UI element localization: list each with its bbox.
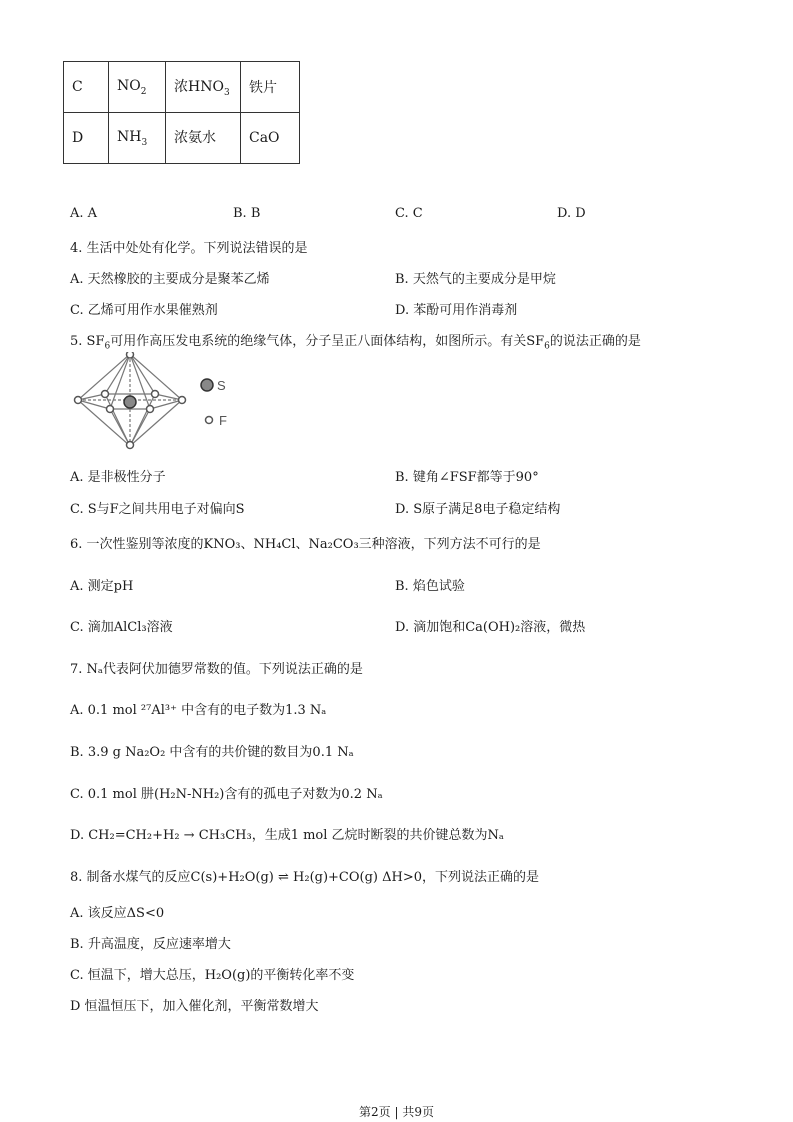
reagent-cell: 浓氨水 [166, 113, 241, 164]
q4-stem: 4. 生活中处处有化学。下列说法错误的是 [70, 241, 308, 256]
row-label: C [64, 62, 109, 113]
q5-option-a: A. 是非极性分子 [70, 470, 166, 485]
q7-option-c: C. 0.1 mol 肼(H₂N-NH₂)含有的孤电子对数为0.2 Nₐ [70, 787, 383, 802]
legend-f-label: F [219, 413, 227, 428]
q6-option-a: A. 测定pH [70, 579, 134, 594]
q8-option-d: D 恒温恒压下，加入催化剂，平衡常数增大 [70, 999, 319, 1014]
q6-stem: 6. 一次性鉴别等浓度的KNO₃、NH₄Cl、Na₂CO₃三种溶液，下列方法不可行的是 [70, 537, 541, 552]
q3-option-c: C. C [395, 206, 423, 221]
reagent-cell: 浓$HNO_3$ [166, 62, 241, 113]
reagent-table [63, 61, 300, 164]
sulfur-legend-icon [201, 379, 213, 391]
q4-option-d: D. 苯酚可用作消毒剂 [395, 303, 518, 318]
q5-option-d: D. S原子满足8电子稳定结构 [395, 502, 561, 517]
sf6-octahedron-figure [70, 352, 240, 452]
q4-option-c: C. 乙烯可用作水果催熟剂 [70, 303, 218, 318]
q6-option-b: B. 焰色试验 [395, 579, 465, 594]
q8-option-b: B. 升高温度，反应速率增大 [70, 937, 231, 952]
q3-option-a: A. A [70, 206, 98, 221]
q6-option-d: D. 滴加饱和Ca(OH)₂溶液，微热 [395, 620, 586, 635]
q5-stem: 5. $SF_6$可用作高压发电系统的绝缘气体，分子呈正八面体结构，如图所示。有关$SF_6$的说法正确的是 [70, 334, 641, 352]
q7-option-a: A. 0.1 mol ²⁷Al³⁺ 中含有的电子数为1.3 Nₐ [70, 703, 327, 718]
sulfur-atom [124, 396, 136, 408]
q7-stem: 7. Nₐ代表阿伏加德罗常数的值。下列说法正确的是 [70, 662, 363, 677]
q3-option-d: D. D [557, 206, 586, 221]
page-footer: 第2页 | 共9页 [359, 1105, 434, 1119]
q4-option-b: B. 天然气的主要成分是甲烷 [395, 272, 556, 287]
legend-s-label: S [217, 378, 226, 393]
table-row [64, 113, 300, 164]
table-row [64, 62, 300, 113]
q8-option-a: A. 该反应ΔS<0 [70, 906, 165, 921]
q4-option-a: A. 天然橡胶的主要成分是聚苯乙烯 [70, 272, 270, 287]
q8-option-c: C. 恒温下，增大总压，H₂O(g)的平衡转化率不变 [70, 968, 355, 983]
q8-stem: 8. 制备水煤气的反应C(s)+H₂O(g) ⇌ H₂(g)+CO(g) ΔH>0，下列说法正确的是 [70, 870, 540, 885]
solid-cell: CaO [241, 113, 300, 164]
gas-cell: $NO_2$ [109, 62, 166, 113]
q6-option-c: C. 滴加AlCl₃溶液 [70, 620, 173, 635]
fluorine-legend-icon [206, 417, 213, 424]
q5-option-c: C. S与F之间共用电子对偏向S [70, 502, 245, 517]
q7-option-d: D. CH₂=CH₂+H₂ → CH₃CH₃，生成1 mol 乙烷时断裂的共价键总数为Nₐ [70, 828, 504, 843]
q3-option-b: B. B [233, 206, 261, 221]
q7-option-b: B. 3.9 g Na₂O₂ 中含有的共价键的数目为0.1 Nₐ [70, 745, 354, 760]
q5-option-b: B. 键角∠FSF都等于90° [395, 470, 539, 485]
gas-cell: $NH_3$ [109, 113, 166, 164]
row-label: D [64, 113, 109, 164]
solid-cell: 铁片 [241, 62, 300, 113]
